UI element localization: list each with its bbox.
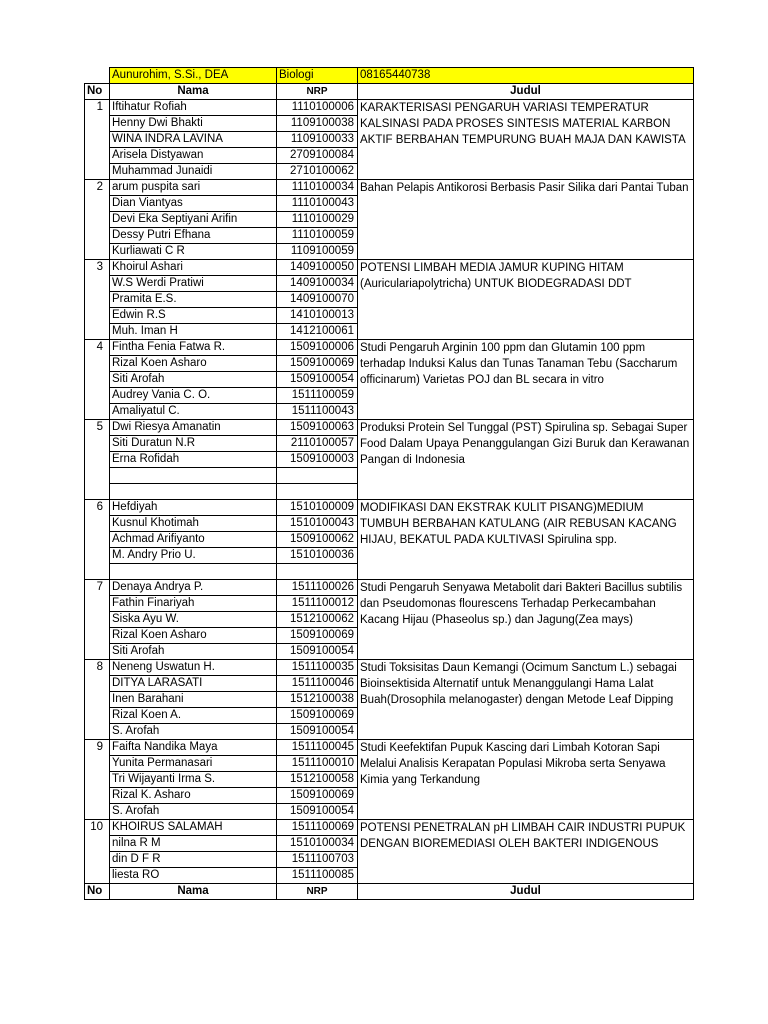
member-nrp[interactable]: 2709100084 [277, 148, 358, 164]
group-number[interactable] [85, 452, 110, 468]
title-cell[interactable] [358, 244, 694, 260]
project-title: KARAKTERISASI PENGARUH VARIASI TEMPERATUR KALSINASI PADA PROSES SINTESIS MATERIAL KARBON AKTIF BERBAHAN TEMPURUNG BUAH MAJA DAN KAWISTA [360, 102, 686, 146]
title-cell[interactable] [358, 708, 694, 724]
member-name[interactable]: Devi Eka Septiyani Arifin [110, 212, 277, 228]
member-nrp[interactable]: 1511100069 [277, 820, 358, 836]
member-nrp[interactable]: 1511100085 [277, 868, 358, 884]
table-row [85, 804, 694, 820]
table-row [85, 164, 694, 180]
member-nrp[interactable]: 1512100062 [277, 612, 358, 628]
member-nrp[interactable]: 2710100062 [277, 164, 358, 180]
table-row [85, 148, 694, 164]
member-name[interactable]: liesta RO [110, 868, 277, 884]
title-cell[interactable] [358, 468, 694, 484]
col-header-nrp: NRP [277, 84, 358, 100]
member-name[interactable]: Muhammad Junaidi [110, 164, 277, 180]
member-name[interactable]: WINA INDRA LAVINA [110, 132, 277, 148]
group-number[interactable] [85, 164, 110, 180]
project-table [84, 67, 694, 900]
title-cell[interactable] [358, 820, 694, 850]
group-number[interactable] [85, 356, 110, 372]
member-nrp[interactable]: 1511100012 [277, 596, 358, 612]
group-number[interactable]: 5 [85, 420, 110, 436]
group-number[interactable] [85, 788, 110, 804]
table-row [85, 100, 694, 116]
member-nrp[interactable]: 1511100059 [277, 388, 358, 404]
member-name[interactable]: S. Arofah [110, 724, 277, 740]
group-number[interactable]: 8 [85, 660, 110, 676]
table-row [85, 212, 694, 228]
group-number[interactable] [85, 468, 110, 484]
table-row [85, 660, 694, 676]
member-name[interactable]: Siti Arofah [110, 372, 277, 388]
table-row [85, 196, 694, 212]
member-nrp[interactable]: 1512100038 [277, 692, 358, 708]
member-name[interactable] [110, 564, 277, 580]
group-number[interactable]: 7 [85, 580, 110, 596]
member-nrp[interactable] [277, 468, 358, 484]
member-nrp[interactable]: 1511100035 [277, 660, 358, 676]
table-row [85, 292, 694, 308]
member-nrp[interactable]: 1110100043 [277, 196, 358, 212]
table-row [85, 852, 694, 868]
member-nrp[interactable]: 1511100703 [277, 852, 358, 868]
member-nrp[interactable]: 1412100061 [277, 324, 358, 340]
member-name[interactable]: din D F R [110, 852, 277, 868]
title-cell[interactable] [358, 148, 694, 164]
title-cell[interactable] [358, 180, 694, 196]
member-name[interactable]: Arisela Distyawan [110, 148, 277, 164]
title-cell[interactable] [358, 788, 694, 804]
member-name[interactable]: Neneng Uswatun H. [110, 660, 277, 676]
group-number[interactable] [85, 388, 110, 404]
member-name[interactable]: Muh. Iman H [110, 324, 277, 340]
table-row [85, 388, 694, 404]
title-cell[interactable] [358, 292, 694, 308]
col-footer-nrp: NRP [277, 884, 358, 900]
group-number[interactable] [85, 804, 110, 820]
title-cell[interactable] [358, 724, 694, 740]
group-number[interactable] [85, 324, 110, 340]
member-nrp[interactable]: 1110100034 [277, 180, 358, 196]
group-number[interactable] [85, 132, 110, 148]
group-number[interactable] [85, 212, 110, 228]
title-cell[interactable] [358, 100, 694, 146]
member-name[interactable]: Faifta Nandika Maya [110, 740, 277, 756]
group-number[interactable] [85, 308, 110, 324]
title-cell[interactable] [358, 388, 694, 404]
member-name[interactable]: Audrey Vania C. O. [110, 388, 277, 404]
col-footer-judul: Judul [358, 884, 694, 900]
member-name[interactable]: S. Arofah [110, 804, 277, 820]
group-number[interactable] [85, 116, 110, 132]
title-cell[interactable] [358, 580, 694, 626]
project-title: Bahan Pelapis Antikorosi Berbasis Pasir Silika dari Pantai Tuban [360, 182, 689, 194]
member-nrp[interactable]: 1509100062 [277, 532, 358, 548]
member-name[interactable]: nilna R M [110, 836, 277, 852]
group-number[interactable]: 1 [85, 100, 110, 116]
title-cell[interactable] [358, 852, 694, 868]
table-row [85, 308, 694, 324]
member-nrp[interactable]: 1511100043 [277, 404, 358, 420]
member-nrp[interactable]: 1110100006 [277, 100, 358, 116]
table-row [85, 180, 694, 196]
group-number[interactable]: 4 [85, 340, 110, 356]
member-nrp[interactable]: 1109100033 [277, 132, 358, 148]
member-name[interactable]: Rizal Koen Asharo [110, 628, 277, 644]
table-row [85, 740, 694, 756]
title-cell[interactable] [358, 164, 694, 180]
title-cell[interactable] [358, 212, 694, 228]
member-name[interactable]: Fintha Fenia Fatwa R. [110, 340, 277, 356]
group-number[interactable] [85, 228, 110, 244]
member-nrp[interactable]: 1510100009 [277, 500, 358, 516]
member-name[interactable]: Yunita Permanasari [110, 756, 277, 772]
project-title: Studi Keefektifan Pupuk Kascing dari Limbah Kotoran Sapi Melalui Analisis Kerapatan Populasi Mikroba serta Senyawa Kimia yang Terkandung [360, 742, 666, 786]
member-name[interactable]: Rizal Koen Asharo [110, 356, 277, 372]
member-name[interactable]: Tri Wijayanti Irma S. [110, 772, 277, 788]
table-row [85, 228, 694, 244]
table-row [85, 260, 694, 276]
group-number[interactable] [85, 676, 110, 692]
title-cell[interactable] [358, 548, 694, 564]
member-name[interactable]: Kusnul Khotimah [110, 516, 277, 532]
title-cell[interactable] [358, 644, 694, 660]
group-number[interactable]: 6 [85, 500, 110, 516]
table-row [85, 244, 694, 260]
group-number[interactable] [85, 612, 110, 628]
title-cell[interactable] [358, 324, 694, 340]
member-name[interactable]: Rizal K. Asharo [110, 788, 277, 804]
member-nrp[interactable]: 1511100010 [277, 756, 358, 772]
member-name[interactable]: Fathin Finariyah [110, 596, 277, 612]
member-name[interactable]: Rizal Koen A. [110, 708, 277, 724]
project-title: Produksi Protein Sel Tunggal (PST) Spirulina sp. Sebagai Super Food Dalam Upaya Penanggulangan Gizi Buruk dan Kerawanan Pangan di Indonesia [360, 422, 690, 466]
title-cell[interactable] [358, 628, 694, 644]
title-cell[interactable] [358, 228, 694, 244]
group-number[interactable] [85, 516, 110, 532]
group-number[interactable] [85, 868, 110, 884]
member-name[interactable]: Hefdiyah [110, 500, 277, 516]
member-nrp[interactable]: 1409100050 [277, 260, 358, 276]
member-name[interactable]: Siti Arofah [110, 644, 277, 660]
member-name[interactable]: Siti Duratun N.R [110, 436, 277, 452]
table-row [85, 500, 694, 516]
supervisor-name[interactable]: Aunurohim, S.Si., DEA [110, 68, 277, 84]
group-number[interactable] [85, 628, 110, 644]
member-name[interactable]: Amaliyatul C. [110, 404, 277, 420]
member-name[interactable] [110, 468, 277, 484]
member-name[interactable]: Dessy Putri Efhana [110, 228, 277, 244]
group-number[interactable] [85, 644, 110, 660]
project-title: Studi Toksisitas Daun Kemangi (Ocimum Sanctum L.) sebagai Bioinsektisida Alternatif untuk Menanggulangi Hama Lalat Buah(Drosophila melanogaster) dengan Metode Leaf Dipping [360, 662, 677, 706]
col-header-nama: Nama [110, 84, 277, 100]
member-name[interactable]: Erna Rofidah [110, 452, 277, 468]
table-row [85, 468, 694, 484]
group-number[interactable] [85, 372, 110, 388]
member-nrp[interactable] [277, 564, 358, 580]
member-nrp[interactable]: 1509100006 [277, 340, 358, 356]
member-nrp[interactable]: 1509100054 [277, 804, 358, 820]
member-nrp[interactable]: 1509100069 [277, 788, 358, 804]
member-nrp[interactable]: 1110100029 [277, 212, 358, 228]
member-name[interactable]: Kurliawati C R [110, 244, 277, 260]
title-cell[interactable] [358, 308, 694, 324]
member-nrp[interactable]: 1510100043 [277, 516, 358, 532]
title-cell[interactable] [358, 804, 694, 820]
group-number[interactable] [85, 244, 110, 260]
group-number[interactable] [85, 292, 110, 308]
col-footer-nama: Nama [110, 884, 277, 900]
member-nrp[interactable]: 1509100069 [277, 356, 358, 372]
member-name[interactable]: Denaya Andrya P. [110, 580, 277, 596]
member-nrp[interactable]: 1512100058 [277, 772, 358, 788]
title-cell[interactable] [358, 740, 694, 786]
header-row-bottom [85, 884, 694, 900]
title-cell[interactable] [358, 660, 694, 706]
member-name[interactable]: Pramita E.S. [110, 292, 277, 308]
title-cell[interactable] [358, 404, 694, 420]
title-cell[interactable] [358, 484, 694, 500]
member-name[interactable]: Achmad Arifiyanto [110, 532, 277, 548]
project-title: POTENSI PENETRALAN pH LIMBAH CAIR INDUSTRI PUPUK DENGAN BIOREMEDIASI OLEH BAKTERI INDIGENOUS [360, 822, 686, 850]
member-name[interactable]: Edwin R.S [110, 308, 277, 324]
blank-cell [85, 68, 110, 84]
member-nrp[interactable]: 1510100036 [277, 548, 358, 564]
title-cell[interactable] [358, 260, 694, 290]
table-row [85, 324, 694, 340]
member-name[interactable]: Dwi Riesya Amanatin [110, 420, 277, 436]
table-row [85, 868, 694, 884]
table-row [85, 628, 694, 644]
member-name[interactable]: Khoirul Ashari [110, 260, 277, 276]
member-nrp[interactable] [277, 484, 358, 500]
table-row [85, 484, 694, 500]
member-name[interactable]: W.S Werdi Pratiwi [110, 276, 277, 292]
table-row [85, 788, 694, 804]
title-cell[interactable] [358, 420, 694, 466]
group-number[interactable] [85, 436, 110, 452]
member-name[interactable]: Henny Dwi Bhakti [110, 116, 277, 132]
member-nrp[interactable]: 1109100038 [277, 116, 358, 132]
member-nrp[interactable]: 1509100054 [277, 644, 358, 660]
col-header-judul: Judul [358, 84, 694, 100]
group-number[interactable] [85, 484, 110, 500]
member-name[interactable]: DITYA LARASATI [110, 676, 277, 692]
table-row [85, 404, 694, 420]
group-number[interactable] [85, 148, 110, 164]
member-nrp[interactable]: 1409100034 [277, 276, 358, 292]
title-cell[interactable] [358, 196, 694, 212]
group-number[interactable] [85, 196, 110, 212]
group-number[interactable] [85, 548, 110, 564]
title-cell[interactable] [358, 500, 694, 546]
member-nrp[interactable]: 1509100054 [277, 372, 358, 388]
group-number[interactable] [85, 276, 110, 292]
member-nrp[interactable]: 1511100045 [277, 740, 358, 756]
project-title: POTENSI LIMBAH MEDIA JAMUR KUPING HITAM (Auriculariapolytricha) UNTUK BIODEGRADASI DDT [360, 262, 632, 290]
supervisor-row [85, 68, 694, 84]
member-nrp[interactable]: 1109100059 [277, 244, 358, 260]
group-number[interactable] [85, 532, 110, 548]
group-number[interactable] [85, 772, 110, 788]
group-number[interactable] [85, 564, 110, 580]
header-row-top [85, 84, 694, 100]
member-nrp[interactable]: 1509100069 [277, 628, 358, 644]
title-cell[interactable] [358, 868, 694, 884]
supervisor-dept[interactable]: Biologi [277, 68, 358, 84]
member-name[interactable]: Siska Ayu W. [110, 612, 277, 628]
table-row [85, 340, 694, 356]
member-nrp[interactable]: 1509100003 [277, 452, 358, 468]
member-nrp[interactable]: 1509100054 [277, 724, 358, 740]
member-name[interactable]: Inen Barahani [110, 692, 277, 708]
group-number[interactable] [85, 692, 110, 708]
table-row [85, 580, 694, 596]
project-title: MODIFIKASI DAN EKSTRAK KULIT PISANG)MEDIUM TUMBUH BERBAHAN KATULANG (AIR REBUSAN KACANG HIJAU, BEKATUL PADA KULTIVASI Spirulina spp. [360, 502, 677, 546]
group-number[interactable] [85, 756, 110, 772]
group-number[interactable]: 9 [85, 740, 110, 756]
member-nrp[interactable]: 1110100059 [277, 228, 358, 244]
group-number[interactable]: 3 [85, 260, 110, 276]
member-name[interactable]: Dian Viantyas [110, 196, 277, 212]
member-nrp[interactable]: 1511100026 [277, 580, 358, 596]
group-number[interactable]: 10 [85, 820, 110, 836]
project-title: Studi Pengaruh Senyawa Metabolit dari Bakteri Bacillus subtilis dan Pseudomonas flourescens Terhadap Perkecambahan Kacang Hijau (Phaseolus sp.) dan Jagung(Zea mays) [360, 582, 683, 626]
table-row [85, 564, 694, 580]
member-name[interactable]: arum puspita sari [110, 180, 277, 196]
supervisor-phone[interactable]: 08165440738 [358, 68, 694, 84]
member-nrp[interactable]: 1510100034 [277, 836, 358, 852]
member-name[interactable]: KHOIRUS SALAMAH [110, 820, 277, 836]
group-number[interactable]: 2 [85, 180, 110, 196]
group-number[interactable] [85, 724, 110, 740]
member-name[interactable] [110, 484, 277, 500]
title-cell[interactable] [358, 564, 694, 580]
table-row [85, 644, 694, 660]
title-cell[interactable] [358, 340, 694, 386]
member-nrp[interactable]: 1511100046 [277, 676, 358, 692]
table-row [85, 724, 694, 740]
col-footer-no: No [85, 884, 110, 900]
col-header-no: No [85, 84, 110, 100]
member-name[interactable]: Iftihatur Rofiah [110, 100, 277, 116]
group-number[interactable] [85, 708, 110, 724]
table-row [85, 820, 694, 836]
project-title: Studi Pengaruh Arginin 100 ppm dan Glutamin 100 ppm terhadap Induksi Kalus dan Tunas Tanaman Tebu (Saccharum officinarum) Varietas POJ dan BL secara in vitro [360, 342, 678, 386]
member-nrp[interactable]: 1409100070 [277, 292, 358, 308]
table-row [85, 548, 694, 564]
member-nrp[interactable]: 2110100057 [277, 436, 358, 452]
group-number[interactable] [85, 596, 110, 612]
group-number[interactable] [85, 852, 110, 868]
member-nrp[interactable]: 1509100063 [277, 420, 358, 436]
table-row [85, 420, 694, 436]
table-row [85, 708, 694, 724]
member-nrp[interactable]: 1410100013 [277, 308, 358, 324]
group-number[interactable] [85, 404, 110, 420]
member-nrp[interactable]: 1509100069 [277, 708, 358, 724]
group-number[interactable] [85, 836, 110, 852]
member-name[interactable]: M. Andry Prio U. [110, 548, 277, 564]
